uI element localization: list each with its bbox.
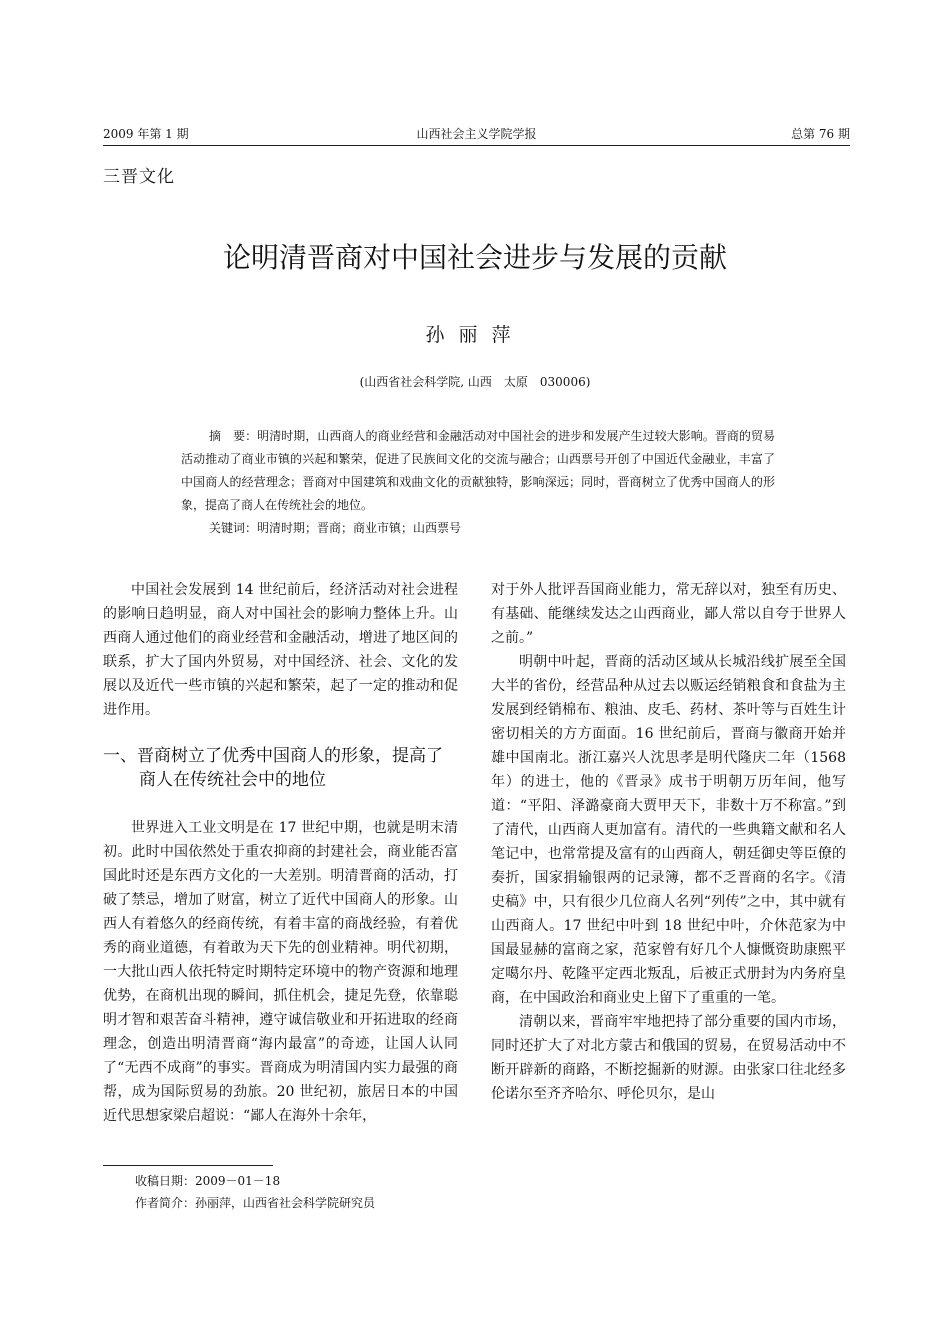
issue-label: 2009 年第 1 期	[103, 127, 189, 141]
abstract-block	[181, 425, 775, 540]
section-heading: 一、晋商树立了优秀中国商人的形象，提高了商人在传统社会中的地位	[103, 746, 443, 790]
intro-paragraph: 中国社会发展到 14 世纪前后，经济活动对社会进程的影响日趋明显，商人对中国社会的影响力整体上升。山西商人通过他们的商业经营和金融活动，增进了地区间的联系，扩大了国内外贸易，对中国经济、社会、文化的发展以及近代一些市镇的兴起和繁荣，起了一定的推动和促进作用。	[103, 582, 458, 718]
running-header	[103, 127, 850, 146]
author-affiliation: (山西省社会科学院, 山西 太原 030006)	[359, 375, 591, 389]
journal-name: 山西社会主义学院学报	[416, 127, 537, 141]
keywords: 关键词：明清时期；晋商；商业市镇；山西票号	[209, 521, 462, 535]
footnote-rule	[103, 1165, 273, 1166]
received-date: 收稿日期：2009－01－18	[135, 1174, 281, 1188]
footnote-block	[103, 1165, 458, 1214]
body-paragraph-continued: 对于外人批评吾国商业能力，常无辞以对，独至有历史、有基础、能继续发达之山西商业，鄙人常以自夸于世界人之前。”	[491, 582, 846, 646]
body-paragraph: 世界进入工业文明是在 17 世纪中期，也就是明末清初。此时中国依然处于重农抑商的封建社会，商业能否富国此时还是东西方文化的一大差别。明清晋商的活动，打破了禁忌，增加了财富，树立了近代中国商人的形象。山西人有着悠久的经商传统，有着丰富的商战经验，有着优秀的商业道德，有着敢为天下先的创业精神。明代初期，一大批山西人依托特定时期特定环境中的物产资源和地理优势，在商机出现的瞬间，抓住机会，捷足先登，依靠聪明才智和艰苦奋斗精神，遵守诚信敬业和开拓进取的经商理念，创造出明清晋商“海内最富”的奇迹，让国人认同了“无西不成商”的事实。晋商成为明清国内实力最强的商帮，成为国际贸易的劲旅。20 世纪初，旅居日本的中国近代思想家梁启超说：“鄙人在海外十余年，	[103, 820, 458, 1124]
body-paragraph: 明朝中叶起，晋商的活动区域从长城沿线扩展至全国大半的省份，经营品种从过去以贩运经销粮食和食盐为主发展到经销棉布、粮油、皮毛、药材、茶叶等与百姓生计密切相关的方方面面。16 世纪前后，晋商与徽商开始并雄中国南北。浙江嘉兴人沈思孝是明代隆庆二年（1568 年）的进士，他的《晋录》成书于明朝万历年间，他写道：“平阳、泽潞豪商大贾甲天下，非数十万不称富。”到了清代，山西商人更加富有。清代的一些典籍文献和名人笔记中，也常常提及富有的山西商人，朝廷御史等臣僚的奏折，国家捐输银两的记录簿，都不乏晋商的名字。《清史稿》中，只有很少几位商人名列“列传”之中，其中就有山西商人。17 世纪中叶到 18 世纪中叶，介休范家为中国最显赫的富商之家，范家曾有好几个人慷慨资助康熙平定噶尔丹、乾隆平定西北叛乱，后被正式册封为内务府皇商，在中国政治和商业史上留下了重重的一笔。	[491, 654, 846, 1006]
body-column-left	[103, 578, 458, 1128]
article-title: 论明清晋商对中国社会进步与发展的贡献	[222, 241, 727, 274]
author-bio: 作者简介：孙丽萍，山西省社会科学院研究员	[135, 1196, 376, 1210]
body-paragraph: 清朝以来，晋商牢牢地把持了部分重要的国内市场，同时还扩大了对北方蒙古和俄国的贸易，在贸易活动中不断开辟新的商路，不断挖掘新的财源。由张家口往北经多伦诺尔至齐齐哈尔、呼伦贝尔，是山	[491, 1014, 846, 1102]
body-column-right	[491, 578, 846, 1106]
author-name: 孙丽萍	[425, 324, 525, 346]
total-issue-label: 总第 76 期	[791, 127, 850, 141]
abstract-text: 摘 要：明清时期，山西商人的商业经营和金融活动对中国社会的进步和发展产生过较大影响。晋商的贸易活动推动了商业市镇的兴起和繁荣，促进了民族间文化的交流与融合；山西票号开创了中国近代金融业，丰富了中国商人的经营理念；晋商对中国建筑和戏曲文化的贡献独特，影响深远；同时，晋商树立了优秀中国商人的形象，提高了商人在传统社会的地位。	[181, 429, 775, 512]
column-name: 三晋文化	[103, 167, 175, 187]
